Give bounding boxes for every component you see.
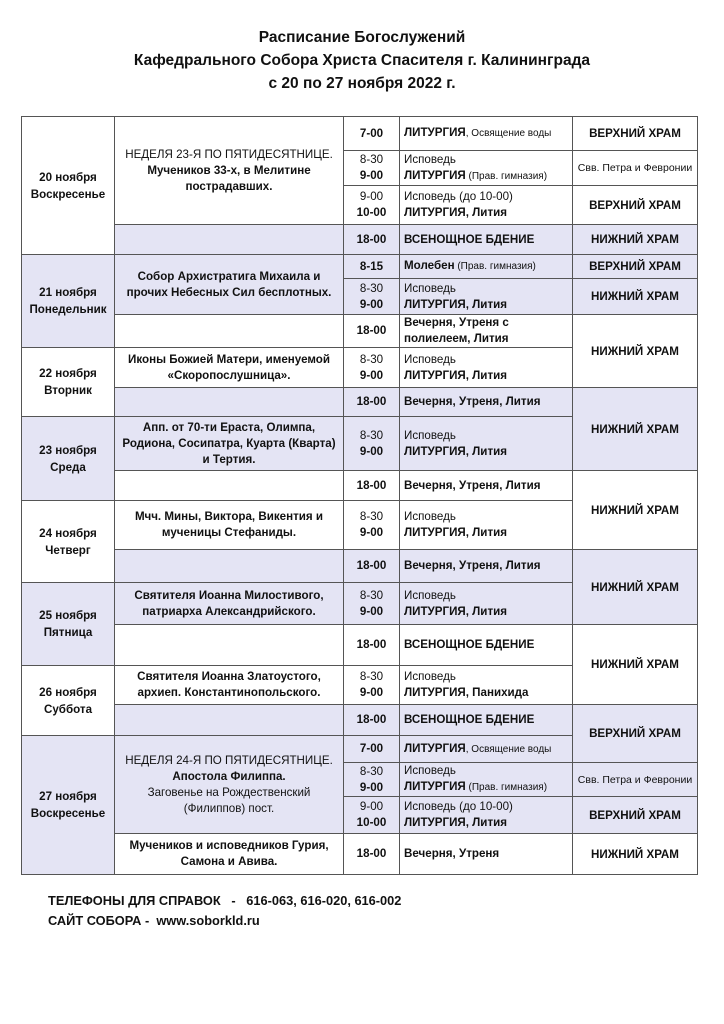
place-cell <box>573 705 698 763</box>
time-value: 9-00 <box>359 297 384 311</box>
place-name: ВЕРХНИЙ ХРАМ <box>589 127 681 140</box>
place-name: Свв. Петра и Февронии <box>577 773 693 786</box>
schedule-row <box>22 117 698 151</box>
day-date: 20 ноября <box>39 170 97 184</box>
place-name: Свв. Петра и Февронии <box>577 162 693 174</box>
service-name: ЛИТУРГИЯ, Лития <box>404 297 508 311</box>
feast-title: НЕДЕЛЯ 24-Я ПО ПЯТИДЕСЯТНИЦЕ. <box>125 753 333 767</box>
time-value: 8-30 <box>359 153 384 166</box>
time-value: 8-30 <box>359 670 384 683</box>
time-cell <box>344 666 400 705</box>
time-value: 8-15 <box>359 259 384 273</box>
service-name: ЛИТУРГИЯ, Лития <box>404 368 508 382</box>
time-cell <box>344 151 400 186</box>
service-cell <box>400 666 573 705</box>
time-cell <box>344 388 400 417</box>
time-value: 10-00 <box>356 816 387 829</box>
time-cell <box>344 117 400 151</box>
service-name: ВСЕНОЩНОЕ БДЕНИЕ <box>404 713 535 726</box>
service-note: , Освящение воды <box>465 743 552 755</box>
feast-title: НЕДЕЛЯ 23-Я ПО ПЯТИДЕСЯТНИЦЕ. <box>125 147 333 161</box>
schedule-row <box>22 550 698 583</box>
time-value: 9-00 <box>359 780 384 794</box>
time-cell <box>344 797 400 834</box>
schedule-row <box>22 388 698 417</box>
place-cell <box>573 279 698 315</box>
feast-cell <box>115 736 344 834</box>
empty-cell <box>115 225 344 255</box>
feast-text: Святителя Иоанна Милостивого, патриарха Александрийского. <box>134 588 324 618</box>
service-cell <box>400 417 573 471</box>
time-value: 9-00 <box>359 190 384 203</box>
time-cell <box>344 834 400 875</box>
schedule-table <box>21 116 698 875</box>
page-title: Расписание Богослужений <box>258 29 466 46</box>
day-date: 25 ноября <box>39 609 97 622</box>
empty-cell <box>115 550 344 583</box>
schedule-row <box>22 225 698 255</box>
service-cell <box>400 625 573 666</box>
time-value: 8-30 <box>359 428 384 442</box>
empty-cell <box>115 315 344 348</box>
feast-cell <box>115 583 344 625</box>
service-cell <box>400 151 573 186</box>
feast-cell <box>115 117 344 225</box>
day-weekday: Четверг <box>45 543 91 557</box>
date-range: с 20 по 27 ноября 2022 г. <box>268 75 456 92</box>
time-cell <box>344 186 400 225</box>
schedule-row <box>22 471 698 501</box>
day-cell <box>22 501 115 583</box>
day-date: 24 ноября <box>39 526 97 540</box>
time-value: 7-00 <box>359 742 384 755</box>
time-cell <box>344 315 400 348</box>
service-cell <box>400 117 573 151</box>
service-cell <box>400 797 573 834</box>
service-name: Вечерня, Утреня, Лития <box>404 478 541 492</box>
day-weekday: Вторник <box>44 384 92 397</box>
place-name: ВЕРХНИЙ ХРАМ <box>589 198 681 212</box>
time-value: 18-00 <box>356 713 387 726</box>
place-cell <box>573 186 698 225</box>
time-value: 8-30 <box>359 281 384 295</box>
day-cell <box>22 117 115 255</box>
service-name: Исповедь <box>404 764 456 777</box>
service-name: Вечерня, Утреня с полиелеем, Лития <box>404 316 509 345</box>
day-weekday: Пятница <box>43 626 93 639</box>
service-name: Молебен <box>404 259 455 272</box>
feast-cell <box>115 666 344 705</box>
service-cell <box>400 348 573 388</box>
service-note: (Прав. гимназия) <box>454 261 536 272</box>
place-name: ВЕРХНИЙ ХРАМ <box>589 808 681 822</box>
schedule-row <box>22 625 698 666</box>
place-cell <box>573 255 698 279</box>
place-cell <box>573 625 698 705</box>
day-cell <box>22 348 115 417</box>
service-name: ЛИТУРГИЯ, Лития <box>404 526 508 539</box>
empty-cell <box>115 388 344 417</box>
service-name: ЛИТУРГИЯ, Лития <box>404 816 508 829</box>
day-date: 26 ноября <box>39 685 97 699</box>
feast-text: Апостола Филиппа. <box>172 769 286 783</box>
time-value: 9-00 <box>359 526 384 539</box>
time-cell <box>344 550 400 583</box>
time-value: 9-00 <box>359 604 384 618</box>
day-cell <box>22 255 115 348</box>
service-name: Исповедь <box>404 352 456 366</box>
service-note: (Прав. гимназия) <box>465 170 548 182</box>
place-name: НИЖНИЙ ХРАМ <box>591 580 679 594</box>
service-note: , Освящение воды <box>465 128 552 139</box>
service-note: (Прав. гимназия) <box>465 782 548 793</box>
feast-text: Мучеников 33-х, в Мелитине пострадавших. <box>147 163 311 193</box>
feast-cell <box>115 834 344 875</box>
service-cell <box>400 388 573 417</box>
feast-cell <box>115 417 344 471</box>
time-value: 9-00 <box>359 444 384 458</box>
service-name: ЛИТУРГИЯ, Лития <box>404 604 508 618</box>
feast-cell <box>115 348 344 388</box>
day-weekday: Понедельник <box>29 303 107 316</box>
cathedral-name: Кафедрального Собора Христа Спасителя г. Калининграда <box>133 52 591 69</box>
feast-text: Мучеников и исповедников Гурия, Самона и Авива. <box>129 839 329 868</box>
service-name: Исповедь <box>404 152 456 166</box>
place-cell <box>573 834 698 875</box>
service-cell <box>400 550 573 583</box>
service-name: Исповедь <box>404 428 456 442</box>
service-cell <box>400 255 573 279</box>
service-name: ЛИТУРГИЯ <box>404 780 466 793</box>
place-cell <box>573 315 698 388</box>
empty-cell <box>115 705 344 736</box>
service-name: ЛИТУРГИЯ, Панихида <box>404 686 529 699</box>
service-name: ЛИТУРГИЯ <box>404 168 466 182</box>
day-cell <box>22 417 115 501</box>
service-cell <box>400 501 573 550</box>
service-cell <box>400 225 573 255</box>
service-name: ЛИТУРГИЯ <box>404 126 466 139</box>
time-value: 9-00 <box>359 169 384 182</box>
time-value: 8-30 <box>359 764 384 778</box>
service-name: ЛИТУРГИЯ <box>404 741 466 755</box>
service-cell <box>400 186 573 225</box>
service-name: Вечерня, Утреня <box>404 847 500 860</box>
time-value: 18-00 <box>356 232 387 246</box>
day-date: 23 ноября <box>39 443 97 457</box>
schedule-row <box>22 255 698 279</box>
service-name: Исповедь (до 10-00) <box>404 800 513 813</box>
phones-line: ТЕЛЕФОНЫ ДЛЯ СПРАВОК - 616-063, 616-020, 616-002 <box>48 893 402 908</box>
time-cell <box>344 501 400 550</box>
time-value: 18-00 <box>356 478 387 492</box>
service-cell <box>400 315 573 348</box>
day-weekday: Суббота <box>43 702 93 716</box>
place-name: ВЕРХНИЙ ХРАМ <box>589 727 681 740</box>
service-cell <box>400 834 573 875</box>
place-cell <box>573 550 698 625</box>
feast-text: Собор Архистратига Михаила и прочих Небесных Сил бесплотных. <box>126 269 332 299</box>
place-name: ВЕРХНИЙ ХРАМ <box>589 260 681 273</box>
feast-text: Апп. от 70-ти Ераста, Олимпа, Родиона, Сосипатра, Куарта (Кварта) и Тертия. <box>122 420 336 466</box>
place-name: НИЖНИЙ ХРАМ <box>591 290 679 303</box>
service-cell <box>400 279 573 315</box>
place-cell <box>573 117 698 151</box>
empty-cell <box>115 471 344 501</box>
service-name: ЛИТУРГИЯ, Лития <box>404 444 508 458</box>
day-weekday: Воскресенье <box>30 187 106 201</box>
feast-cell <box>115 255 344 315</box>
day-cell <box>22 666 115 736</box>
place-cell <box>573 225 698 255</box>
feast-text: Святителя Иоанна Златоустого, архиеп. Константинопольского. <box>137 670 321 699</box>
day-date: 21 ноября <box>39 286 97 299</box>
time-value: 18-00 <box>356 395 387 408</box>
service-name: ВСЕНОЩНОЕ БДЕНИЕ <box>404 638 535 651</box>
website-line: САЙТ СОБОРА - www.soborkld.ru <box>48 913 260 928</box>
place-cell <box>573 471 698 550</box>
time-cell <box>344 705 400 736</box>
time-value: 18-00 <box>356 638 387 651</box>
time-value: 18-00 <box>356 559 387 572</box>
service-name: Исповедь <box>404 510 456 523</box>
time-cell <box>344 763 400 797</box>
place-cell <box>573 151 698 186</box>
feast-text: Иконы Божией Матери, именуемой «Скоропослушница». <box>128 352 330 382</box>
service-name: Исповедь <box>404 670 456 683</box>
service-name: Исповедь (до 10-00) <box>404 190 513 203</box>
service-cell <box>400 736 573 763</box>
time-value: 8-30 <box>359 510 384 523</box>
place-cell <box>573 763 698 797</box>
service-name: ЛИТУРГИЯ, Лития <box>404 206 508 219</box>
time-value: 9-00 <box>359 800 384 813</box>
empty-cell <box>115 625 344 666</box>
place-name: НИЖНИЙ ХРАМ <box>591 233 679 246</box>
place-name: НИЖНИЙ ХРАМ <box>591 422 679 436</box>
feast-cell <box>115 501 344 550</box>
time-value: 8-30 <box>359 588 384 602</box>
feast-text: Мчч. Мины, Виктора, Викентия и мученицы Стефаниды. <box>134 510 324 539</box>
feast-text: Заговенье на Рождественский (Филиппов) пост. <box>147 785 311 815</box>
service-name: Исповедь <box>404 588 456 602</box>
place-name: НИЖНИЙ ХРАМ <box>591 658 679 671</box>
schedule-row <box>22 315 698 348</box>
time-value: 18-00 <box>356 324 387 337</box>
time-value: 9-00 <box>359 686 384 699</box>
schedule-row <box>22 705 698 736</box>
service-name: ВСЕНОЩНОЕ БДЕНИЕ <box>404 232 535 246</box>
service-name: Вечерня, Утреня, Лития <box>404 395 541 408</box>
time-cell <box>344 348 400 388</box>
schedule-row <box>22 834 698 875</box>
time-value: 9-00 <box>359 368 384 382</box>
service-cell <box>400 763 573 797</box>
time-cell <box>344 625 400 666</box>
place-cell <box>573 797 698 834</box>
time-cell <box>344 417 400 471</box>
time-value: 7-00 <box>359 126 384 140</box>
day-cell <box>22 583 115 666</box>
place-name: НИЖНИЙ ХРАМ <box>591 847 679 861</box>
time-value: 10-00 <box>356 206 387 219</box>
day-weekday: Среда <box>50 460 86 474</box>
service-cell <box>400 471 573 501</box>
service-cell <box>400 583 573 625</box>
time-value: 18-00 <box>356 847 387 860</box>
time-cell <box>344 279 400 315</box>
day-date: 27 ноября <box>39 790 97 803</box>
time-cell <box>344 736 400 763</box>
service-cell <box>400 705 573 736</box>
day-date: 22 ноября <box>39 367 97 380</box>
service-name: Вечерня, Утреня, Лития <box>404 559 541 572</box>
time-cell <box>344 471 400 501</box>
day-weekday: Воскресенье <box>30 807 106 820</box>
time-value: 8-30 <box>359 352 384 366</box>
time-cell <box>344 225 400 255</box>
place-name: НИЖНИЙ ХРАМ <box>591 503 679 517</box>
place-name: НИЖНИЙ ХРАМ <box>591 344 679 358</box>
place-cell <box>573 388 698 471</box>
time-cell <box>344 583 400 625</box>
day-cell <box>22 736 115 875</box>
time-cell <box>344 255 400 279</box>
service-name: Исповедь <box>404 281 456 295</box>
